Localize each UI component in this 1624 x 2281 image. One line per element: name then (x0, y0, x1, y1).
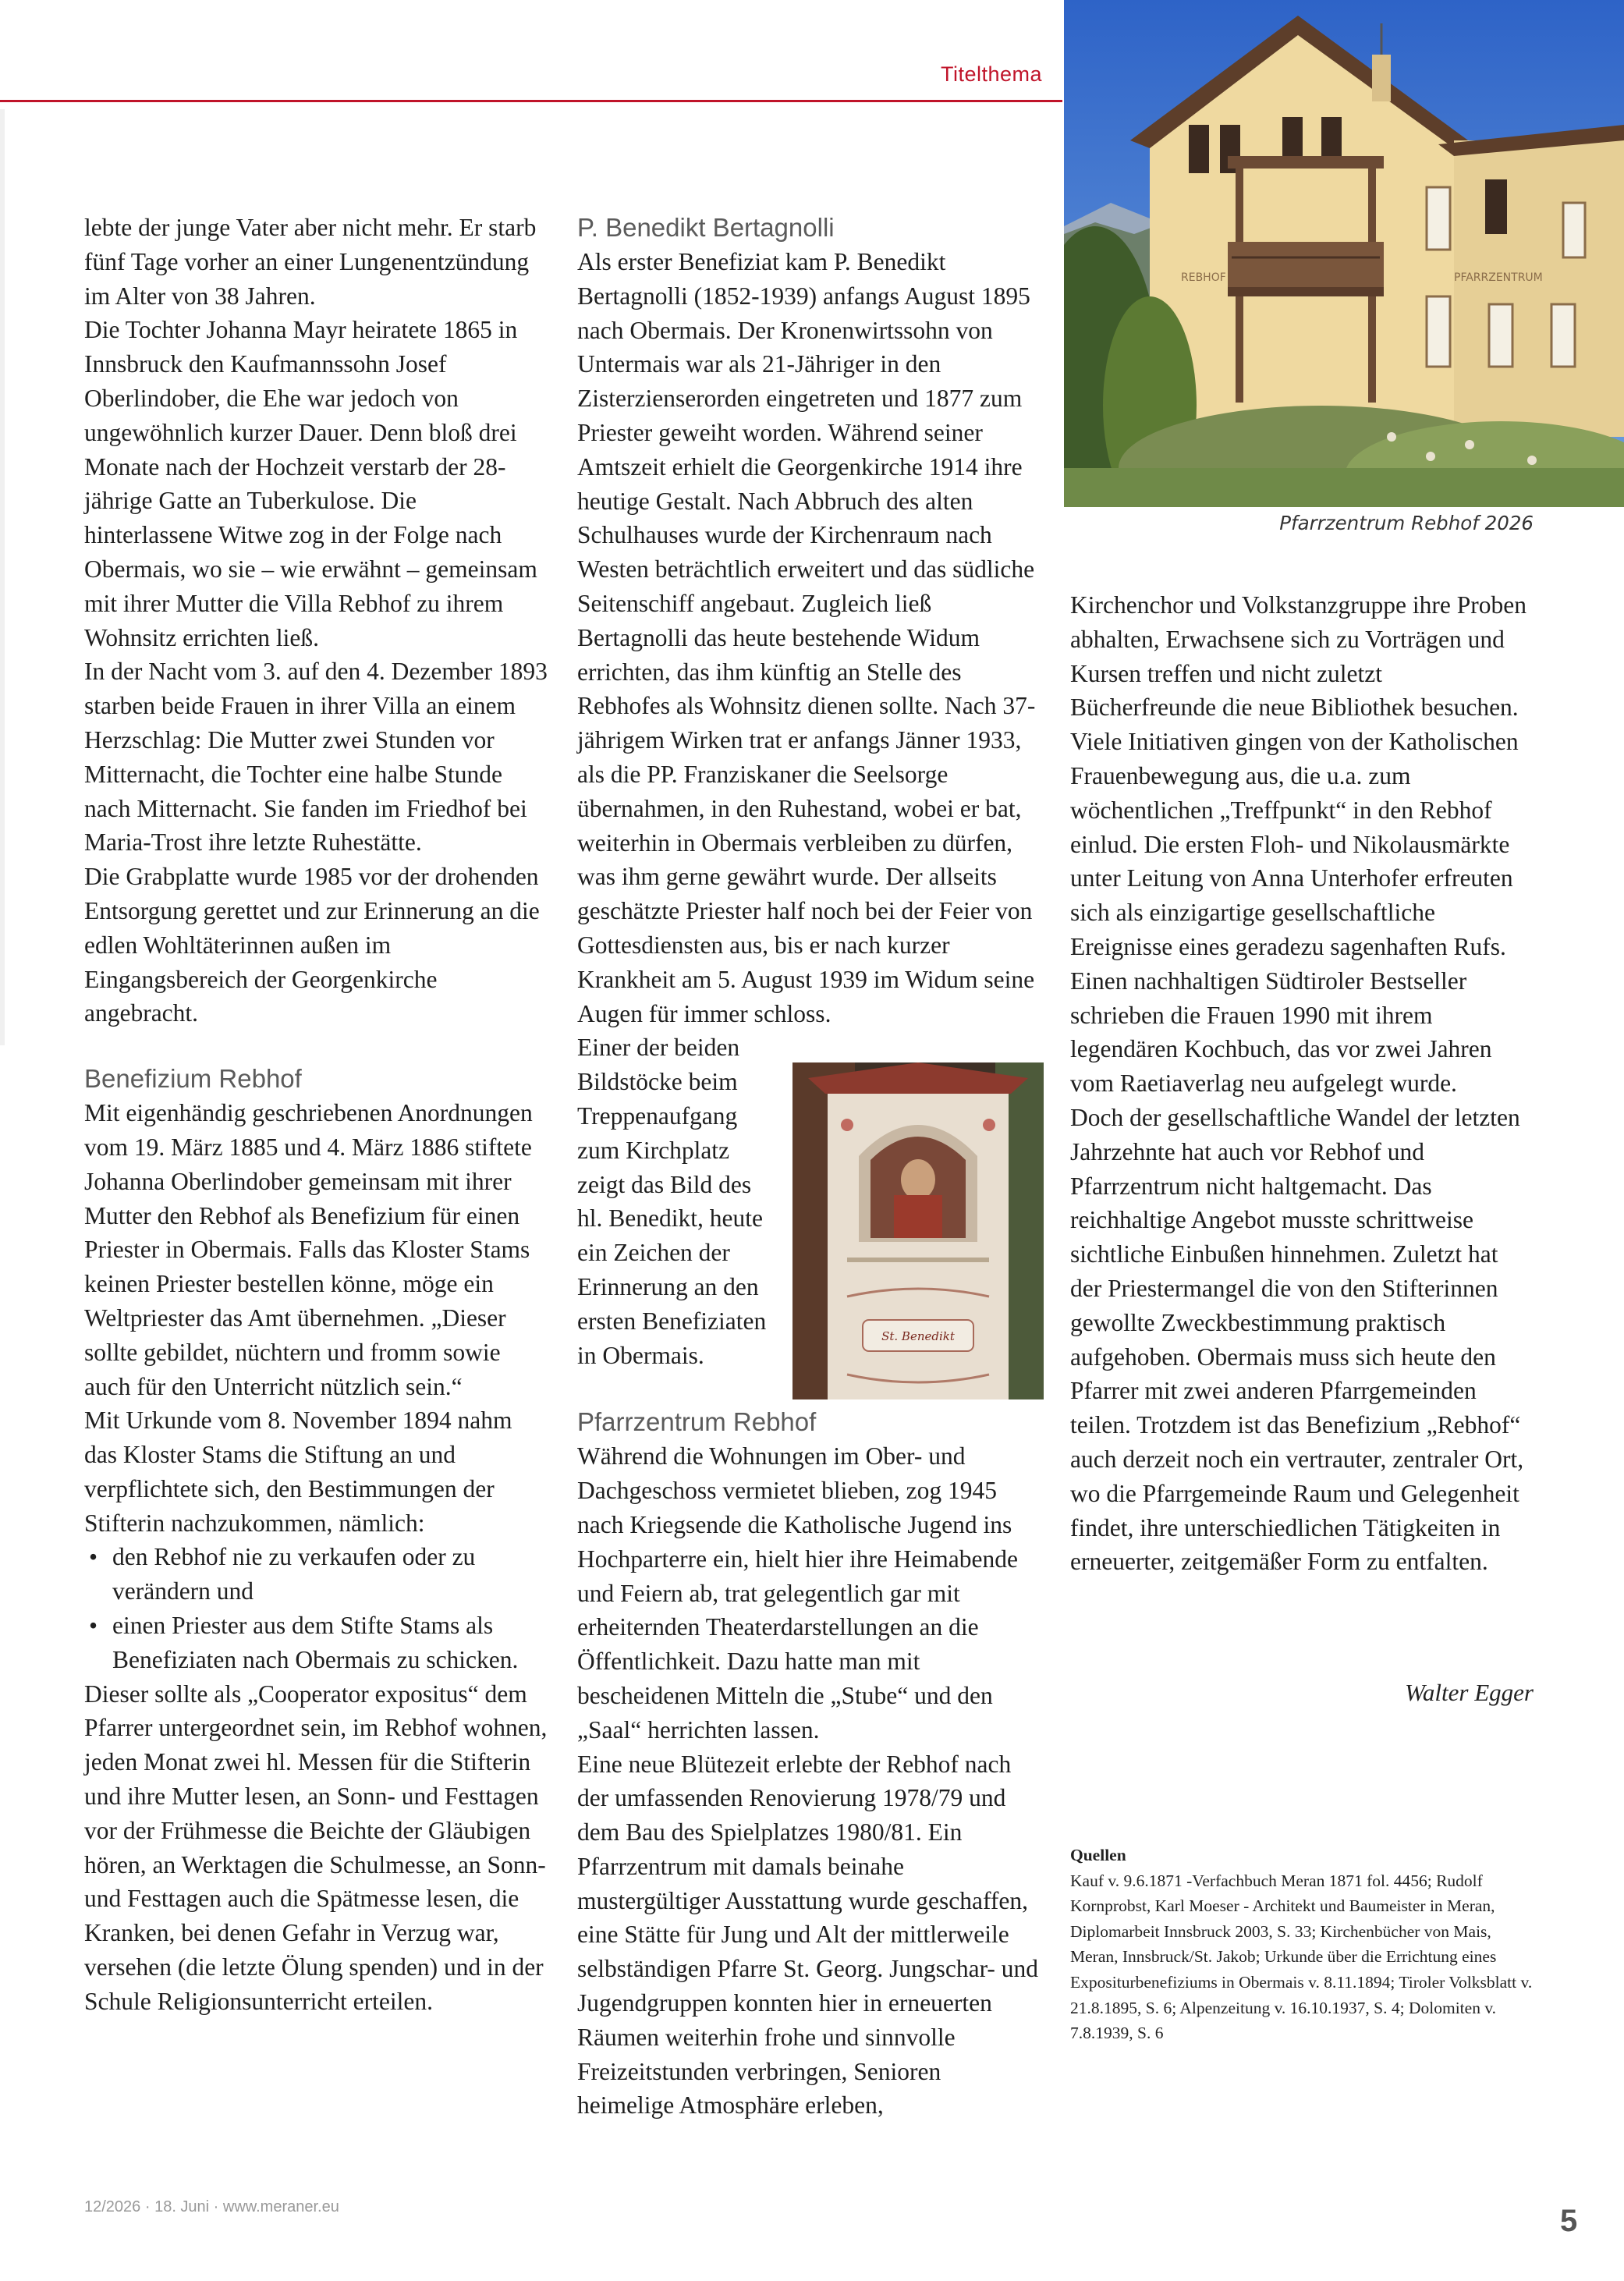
paragraph: lebte der junge Vater aber nicht mehr. Er starb fünf Tage vorher an einer Lungenentzündung im Alter von 38 Jahren. (84, 214, 537, 310)
section-heading: Benefizium Rebhof (84, 1064, 302, 1094)
paragraph: Während die Wohnungen im Ober- und Dachgeschoss vermietet blieben, zog 1945 nach Kriegsende die Katholische Jugend ins Hochparterre ein, hielt hier ihre Heimabende und Feiern ab, trat gelegentlich gar mit erheiternden Theaterdarstellungen an die Öffentlichkeit. Dazu hatte man mit bescheidenen Mitteln die „Stube“ und den „Saal“ herrichten lassen. (577, 1442, 1018, 1744)
paragraph: Die Grabplatte wurde 1985 vor der drohenden Entsorgung gerettet und zur Erinnerung an die edlen Wohltäterinnen außen im Eingangsbereich der Georgenkirche angebracht. (84, 863, 540, 1027)
footer-issue-info: 12/2026 · 18. Juni · www.meraner.eu (84, 2198, 339, 2215)
sources-title: Quellen (1070, 1846, 1126, 1864)
sources-text: Kauf v. 9.6.1871 -Verfachbuch Meran 1871 fol. 4456; Rudolf Kornprobst, Karl Moeser - Architekt und Baumeister in Meran, Diplomarbeit Innsbruck 2003, S. 33; Kirchenbücher von Mais, Meran, Innsbruck/St. Jakob; Urkunde über die Errichtung eines Expositurbenefiziums in Obermais v. 8.11.1894; Tiroler Volksblatt v. 21.8.1895, S. 6; Alpenzeitung v. 16.10.1937, S. 4; Dolomiten v. 7.8.1939, S. 6 (1070, 1871, 1533, 2043)
shrine-label: St. Benedikt (881, 1329, 955, 1343)
sources-block (1070, 1843, 1538, 2046)
page-edge-shade (0, 109, 5, 1045)
house-sign-right: PFARRZENTRUM (1454, 271, 1543, 284)
house-sign-left: REBHOF (1181, 271, 1226, 284)
photo-caption: Pfarrzentrum Rebhof 2026 (1279, 512, 1534, 534)
shrine-illustration (792, 1062, 1044, 1399)
house-illustration (1064, 0, 1624, 507)
paragraph: Als erster Benefiziat kam P. Benedikt Bertagnolli (1852-1939) anfangs August 1895 nach Obermais. Der Kronenwirtssohn von Untermais war als 21-Jähriger in den Zisterzienserorden eingetreten und 1877 zum Priester geweiht worden. Während seiner Amtszeit erhielt die Georgenkirche 1914 ihre heutige Gestalt. Nach Abbruch des alten Schulhauses wurde der Kirchenraum nach Westen beträchtlich erweitert und das südliche Seitenschiff angebaut. Zugleich ließ Bertagnolli das heute bestehende Widum errichten, das ihm künftig an Stelle des Rebhofes als Wohnsitz dienen sollte. Nach 37-jährigem Wirken trat er anfangs Jänner 1933, als die PP. Franziskaner die Seelsorge übernahmen, in den Ruhestand, wobei er bat, weiterhin in Obermais verbleiben zu dürfen, was ihm gerne gewährt wurde. Der allseits geschätzte Priester half noch bei der Feier von Gottesdiensten aus, bis er nach kurzer Krankheit am 5. August 1939 im Widum seine Augen für immer schloss. (577, 248, 1036, 1027)
paragraph: Dieser sollte als „Cooperator expositus“ dem Pfarrer untergeordnet sein, im Rebhof wohnen, jeden Monat zwei hl. Messen für die Stifterin und ihre Mutter lesen, an Sonn- und Festtagen vor der Frühmesse die Beichte der Gläubigen hören, an Werktagen die Schulmesse, an Sonn- und Festtagen auch die Spätmesse lesen, die Kranken, bei denen Gefahr in Verzug war, versehen (die letzte Ölung spenden) und in der Schule Religionsunterricht erteilen. (84, 1680, 548, 2015)
page-number: 5 (1560, 2204, 1578, 2238)
section-heading: P. Benedikt Bertagnolli (577, 213, 835, 242)
list-item: • einen Priester aus dem Stifte Stams als Benefiziaten nach Obermais zu schicken. (112, 1609, 548, 1677)
paragraph: In der Nacht vom 3. auf den 4. Dezember 1893 starben beide Frauen in ihrer Villa an einem Herzschlag: Die Mutter zwei Stunden vor Mitternacht, die Tochter eine halbe Stunde nach Mitternacht. Sie fanden im Friedhof bei Maria-Trost ihre letzte Ruhestätte. (84, 658, 548, 857)
paragraph: Mit eigenhändig geschriebenen Anordnungen vom 19. März 1885 und 4. März 1886 stiftete Johanna Oberlindober gemeinsam mit ihrer Mutter den Rebhof als Benefizium für einen Priester in Obermais. Falls das Kloster Stams keinen Priester bestellen könne, möge ein Weltpriester das Amt übernehmen. „Dieser sollte gebildet, nüchtern und fromm sowie auch für den Unterricht nützlich sein.“ (84, 1099, 533, 1400)
bullet-list (84, 1540, 548, 1676)
paragraph: Einer der beiden Bildstöcke beim Treppenaufgang zum Kirchplatz zeigt das Bild des hl. Benedikt, heute ein Zeichen der Erinnerung an den ersten Benefiziaten in Obermais. (577, 1034, 767, 1369)
section-tag: Titelthema (940, 62, 1042, 86)
column-3 (1070, 588, 1534, 1579)
paragraph: Mit Urkunde vom 8. November 1894 nahm das Kloster Stams die Stiftung an und verpflichtete sich, den Bestimmungen der Stifterin nachzukommen, nämlich: (84, 1407, 512, 1537)
list-item: • den Rebhof nie zu verkaufen oder zu verändern und (112, 1540, 548, 1609)
paragraph: Kirchenchor und Volkstanzgruppe ihre Proben abhalten, Erwachsene sich zu Vorträgen und Kursen treffen und nicht zuletzt Bücherfreunde die neue Bibliothek besuchen. Viele Initiativen gingen von der Katholischen Frauenbewegung aus, die u.a. zum wöchentlichen „Treffpunkt“ in den Rebhof einlud. Die ersten Floh- und Nikolausmärkte unter Leitung von Anna Unterhofer erfreuten sich als einzigartige gesellschaftliche Ereignisse eines geradezu sagenhaften Rufs. Einen nachhaltigen Südtiroler Bestseller schrieben die Frauen 1990 mit ihrem legendären Kochbuch, das vor zwei Jahren vom Raetiaverlag neu aufgelegt wurde. (1070, 591, 1526, 1098)
header-rule (0, 100, 1062, 102)
author-name: Walter Egger (1404, 1679, 1534, 1706)
photo-pfarrzentrum-rebhof (1064, 0, 1624, 507)
column-1 (84, 211, 548, 2019)
paragraph: Die Tochter Johanna Mayr heiratete 1865 in Innsbruck den Kaufmannssohn Josef Oberlindober, die Ehe war jedoch von ungewöhnlich kurzer Dauer. Denn bloß drei Monate nach der Hochzeit verstarb der 28-jährige Gatte an Tuberkulose. Die hinterlassene Witwe zog in der Folge nach Obermais, wo sie – wie erwähnt – gemeinsam mit ihrer Mutter die Villa Rebhof zu ihrem Wohnsitz errichten ließ. (84, 316, 537, 651)
section-heading: Pfarrzentrum Rebhof (577, 1407, 817, 1437)
paragraph: Eine neue Blütezeit erlebte der Rebhof nach der umfassenden Renovierung 1978/79 und dem Bau des Spielplatzes 1980/81. Ein Pfarrzentrum mit damals beinahe mustergültiger Ausstattung wurde geschaffen, eine Stätte für Jung und Alt der mittlerweile selbständigen Pfarre St. Georg. Jungschar- und Jugendgruppen konnten hier in erneuerten Räumen weiterhin frohe und sinnvolle Freizeitstunden verbringen, Senioren heimelige Atmosphäre erleben, (577, 1750, 1039, 2120)
paragraph: Doch der gesellschaftliche Wandel der letzten Jahrzehnte hat auch vor Rebhof und Pfarrzentrum nicht haltgemacht. Das reichhaltige Angebot musste schrittweise sichtliche Einbußen hinnehmen. Zuletzt hat der Priestermangel die von den Stifterinnen gewollte Zweckbestimmung praktisch aufgehoben. Obermais muss sich heute den Pfarrer mit zwei anderen Pfarrgemeinden teilen. Trotzdem ist das Benefizium „Rebhof“ auch derzeit noch ein vertrauter, zentraler Ort, wo die Pfarrgemeinde Raum und Gelegenheit findet, ihre unterschiedlichen Tätigkeiten in erneuerter, zeitgemäßer Form zu entfalten. (1070, 1103, 1524, 1576)
photo-bildstock-benedikt (792, 1062, 1044, 1399)
